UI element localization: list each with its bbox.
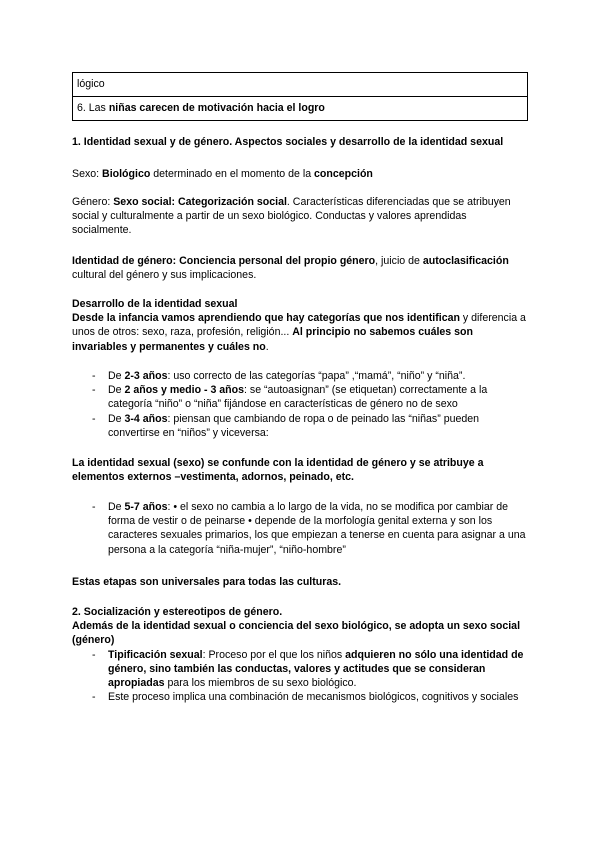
tip-bold: Tipificación sexual [108,648,203,661]
item-text: : uso correcto de las categorías “papa” ,“mamá”, “niño” y “niña”. [167,370,466,382]
list-item [72,648,528,691]
sexo-definition [72,167,528,181]
top-table [72,72,528,121]
item-bold: 2 años y medio - 3 años [124,384,245,397]
proceso-text: Este proceso implica una combinación de mecanismos biológicos, cognitivos y sociales [108,691,519,704]
desarrollo-paragraph [72,311,528,354]
age-list [72,369,528,440]
desarrollo-text: y diferencia a unos de otros: sexo, raza, profesión, religión... [72,312,526,339]
item-text: : se “autoasignan” (se etiquetan) correctamente a la categoría “niño” o “niña” fijándose en características de género no de sexo [108,384,488,411]
item-pre: De [108,412,125,425]
genero-text: . Características diferenciadas que se atribuyen social y culturalmente a partir de un sexo biológico. Conductas y valores aprendidas socialmente. [72,196,511,237]
section2-title: 2. Socialización y estereotipos de género. [72,606,283,618]
list-item [72,369,528,383]
age-57-list [72,500,528,557]
item-bold: 5-7 años [124,501,168,513]
genero-label: Género [72,196,108,208]
tip-text: : Proceso por el que los niños [202,648,346,661]
sexo-bold: Biológico [102,168,151,180]
table-row-1: lógico [73,73,528,97]
item-bold: 3-4 años [124,412,168,425]
sexo-label: Sexo [72,168,97,180]
genero-bold: Sexo social: Categorización social [113,196,287,208]
genero-definition [72,195,528,238]
desarrollo-title: Desarrollo de la identidad sexual [72,298,238,310]
desarrollo-bold2: Al principio no sabemos cuáles son invariables y permanentes y cuáles no [72,326,473,353]
tip-text2: para los miembros de su sexo biológico. [164,677,357,690]
identidad-bold2: autoclasificación [422,255,509,267]
table-row-2-prefix: 6. Las [77,102,109,115]
confunde-paragraph: La identidad sexual (sexo) se confunde con la identidad de género y se atribuye a elementos externos –vestimenta, adornos, peinado, etc. [72,457,484,484]
identidad-text2: cultural del género y sus implicaciones. [72,269,257,282]
list-item [72,690,528,704]
sexo-sep: : [96,168,103,180]
item-pre: De [108,370,125,382]
list-item [72,500,528,557]
list-item [72,383,528,411]
universales-paragraph: Estas etapas son universales para todas las culturas. [72,576,342,588]
item-text: : • el sexo no cambia a lo largo de la vida, no se modifica por cambiar de forma de vestir o de peinarse • depende de la morfología genital externa y son los caracteres sexuales primarios, los que empiezan a tenerse en cuenta para asignar a una persona a la categoría “niña-mujer”, “niño-hombre” [108,501,526,556]
sexo-bold2: concepción [314,168,373,180]
desarrollo-end: . [265,340,269,353]
list-item [72,412,528,440]
sexo-text: determinado en el momento de la [150,168,315,180]
genero-sep: : [107,196,114,208]
desarrollo-block [72,297,528,354]
item-bold: 2-3 años [124,370,168,382]
item-text: : piensan que cambiando de ropa o de peinado las “niñas” pueden convertirse en “niños” y viceversa: [108,412,480,439]
tip-bold2: adquieren no sólo una identidad de género, sino también las conductas, valores y actitudes que se consideran apropiadas [108,648,524,690]
table-row-2-bold: niñas carecen de motivación hacia el logro [108,102,325,115]
identidad-text: , juicio de [375,255,423,267]
identidad-bold: Identidad de género: Conciencia personal del propio género [72,255,376,267]
desarrollo-bold: Desde la infancia vamos aprendiendo que hay categorías que nos identifican [72,312,460,325]
section2 [72,605,528,704]
section1-title: 1. Identidad sexual y de género. Aspectos sociales y desarrollo de la identidad sexual [72,136,504,148]
table-row-2 [73,97,528,121]
section2-intro: Además de la identidad sexual o conciencia del sexo biológico, se adopta un sexo social (género) [72,620,521,647]
item-pre: De [108,501,125,513]
identidad-definition [72,254,528,282]
item-pre: De [108,384,125,397]
